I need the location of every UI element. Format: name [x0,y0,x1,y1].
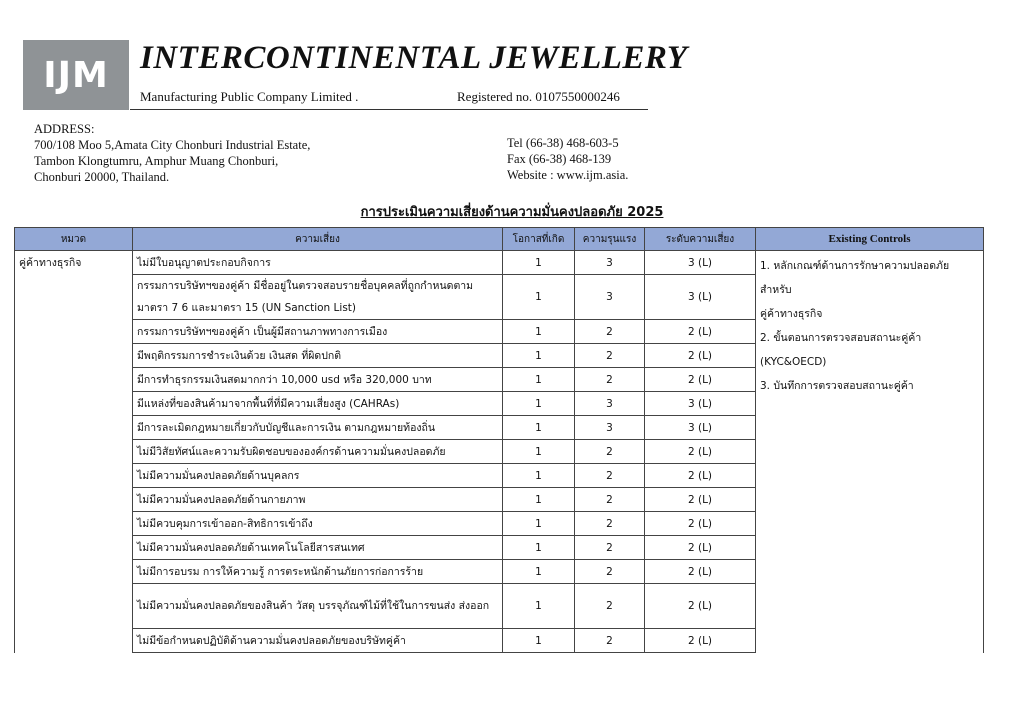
company-logo [23,40,129,110]
address-block [34,121,310,185]
level-cell: 2 (L) [645,440,756,464]
level-cell: 2 (L) [645,560,756,584]
level-cell: 3 (L) [645,416,756,440]
level-cell: 3 (L) [645,275,756,320]
likelihood-cell: 1 [503,488,575,512]
company-subtitle: Manufacturing Public Company Limited . [140,89,359,104]
severity-cell: 3 [575,251,645,275]
table-body [15,251,984,653]
severity-cell: 2 [575,512,645,536]
likelihood-cell: 1 [503,584,575,629]
risk-cell: ไม่มีใบอนุญาตประกอบกิจการ [133,251,503,275]
level-cell: 3 (L) [645,392,756,416]
level-cell: 2 (L) [645,584,756,629]
severity-cell: 2 [575,536,645,560]
controls-cell [756,251,984,653]
table-row [15,251,984,275]
risk-cell: ไม่มีควบคุมการเข้าออก-สิทธิการเข้าถึง [133,512,503,536]
risk-cell: ไม่มีความมั่นคงปลอดภัยด้านกายภาพ [133,488,503,512]
severity-cell: 2 [575,629,645,653]
risk-cell: ไม่มีความมั่นคงปลอดภัยด้านบุคลกร [133,464,503,488]
likelihood-cell: 1 [503,368,575,392]
control-line: 1. หลักเกณฑ์ด้านการรักษาความปลอดภัยสำหรับ [760,260,950,296]
risk-assessment-table [14,227,984,653]
risk-cell: ไม่มีความมั่นคงปลอดภัยของสินค้า วัสดุ บรรจุภัณฑ์ไม้ที่ใช้ในการขนส่ง ส่งออก [133,584,503,629]
likelihood-cell: 1 [503,320,575,344]
control-line: (KYC&OECD) [760,356,827,368]
contact-block [507,135,628,183]
header-divider [130,109,648,110]
level-cell: 2 (L) [645,344,756,368]
control-line: 3. บันทึกการตรวจสอบสถานะคู่ค้า [760,380,914,392]
address-line-3: Chonburi 20000, Thailand. [34,170,170,184]
header-likelihood: โอกาสที่เกิด [503,228,575,251]
address-label: ADDRESS: [34,122,95,136]
logo-text: IJM [43,54,109,96]
level-cell: 2 (L) [645,464,756,488]
level-cell: 2 (L) [645,320,756,344]
risk-cell: มีการละเมิดกฎหมายเกี่ยวกับบัญชีและการเงิน ตามกฎหมายท้องถิ่น [133,416,503,440]
severity-cell: 2 [575,368,645,392]
risk-cell: ไม่มีความมั่นคงปลอดภัยด้านเทคโนโลยีสารสนเทศ [133,536,503,560]
level-cell: 3 (L) [645,251,756,275]
likelihood-cell: 1 [503,536,575,560]
risk-cell: กรรมการบริษัทฯของคู่ค้า มีชื่ออยู่ในตรวจสอบรายชื่อบุคคลที่ถูกกำหนดตาม มาตรา 7 6 และมาตรา 15 (UN Sanction List) [133,275,503,320]
risk-cell: ไม่มีวิสัยทัศน์และความรับผิดชอบขององค์กรด้านความมั่นคงปลอดภัย [133,440,503,464]
severity-cell: 3 [575,392,645,416]
severity-cell: 2 [575,440,645,464]
severity-cell: 2 [575,320,645,344]
severity-cell: 2 [575,560,645,584]
likelihood-cell: 1 [503,392,575,416]
level-cell: 2 (L) [645,536,756,560]
level-cell: 2 (L) [645,368,756,392]
risk-cell: มีแหล่งที่ของสินค้ามาจากพื้นที่ที่มีความเสี่ยงสูง (CAHRAs) [133,392,503,416]
severity-cell: 2 [575,344,645,368]
severity-cell: 2 [575,464,645,488]
risk-cell: มีการทำธุรกรรมเงินสดมากกว่า 10,000 usd หรือ 320,000 บาท [133,368,503,392]
likelihood-cell: 1 [503,560,575,584]
contact-website: Website : www.ijm.asia. [507,168,629,182]
registration-number: Registered no. 0107550000246 [457,89,620,104]
risk-cell: ไม่มีข้อกำหนดปฏิบัติด้านความมั่นคงปลอดภัยของบริษัทคู่ค้า [133,629,503,653]
header-risk: ความเสี่ยง [133,228,503,251]
likelihood-cell: 1 [503,275,575,320]
likelihood-cell: 1 [503,251,575,275]
severity-cell: 2 [575,584,645,629]
risk-cell: กรรมการบริษัทฯของคู่ค้า เป็นผู้มีสถานภาพทางการเมือง [133,320,503,344]
category-cell: คู่ค้าทางธุรกิจ [15,251,133,653]
table-header-row [15,228,984,251]
control-line: คู่ค้าทางธุรกิจ [760,308,823,320]
address-line-1: 700/108 Moo 5,Amata City Chonburi Industrial Estate, [34,138,311,152]
contact-tel: Tel (66-38) 468-603-5 [507,136,619,150]
likelihood-cell: 1 [503,464,575,488]
header-controls: Existing Controls [756,228,984,251]
document-title-wrap [0,201,1024,222]
header-severity: ความรุนแรง [575,228,645,251]
risk-cell: มีพฤติกรรมการชำระเงินด้วย เงินสด ที่ผิดปกติ [133,344,503,368]
header-level: ระดับความเสี่ยง [645,228,756,251]
control-line: 2. ขั้นตอนการตรวจสอบสถานะคู่ค้า [760,332,922,344]
likelihood-cell: 1 [503,512,575,536]
likelihood-cell: 1 [503,629,575,653]
severity-cell: 2 [575,488,645,512]
risk-cell: ไม่มีการอบรม การให้ความรู้ การตระหนักด้านภัยการก่อการร้าย [133,560,503,584]
document-title: การประเมินความเสี่ยงด้านความมั่นคงปลอดภัย 2025 [360,205,664,220]
header-category: หมวด [15,228,133,251]
address-line-2: Tambon Klongtumru, Amphur Muang Chonburi, [34,154,279,168]
level-cell: 2 (L) [645,512,756,536]
company-name: INTERCONTINENTAL JEWELLERY [140,40,688,76]
contact-fax: Fax (66-38) 468-139 [507,152,612,166]
severity-cell: 3 [575,275,645,320]
level-cell: 2 (L) [645,488,756,512]
likelihood-cell: 1 [503,344,575,368]
severity-cell: 3 [575,416,645,440]
likelihood-cell: 1 [503,416,575,440]
level-cell: 2 (L) [645,629,756,653]
likelihood-cell: 1 [503,440,575,464]
